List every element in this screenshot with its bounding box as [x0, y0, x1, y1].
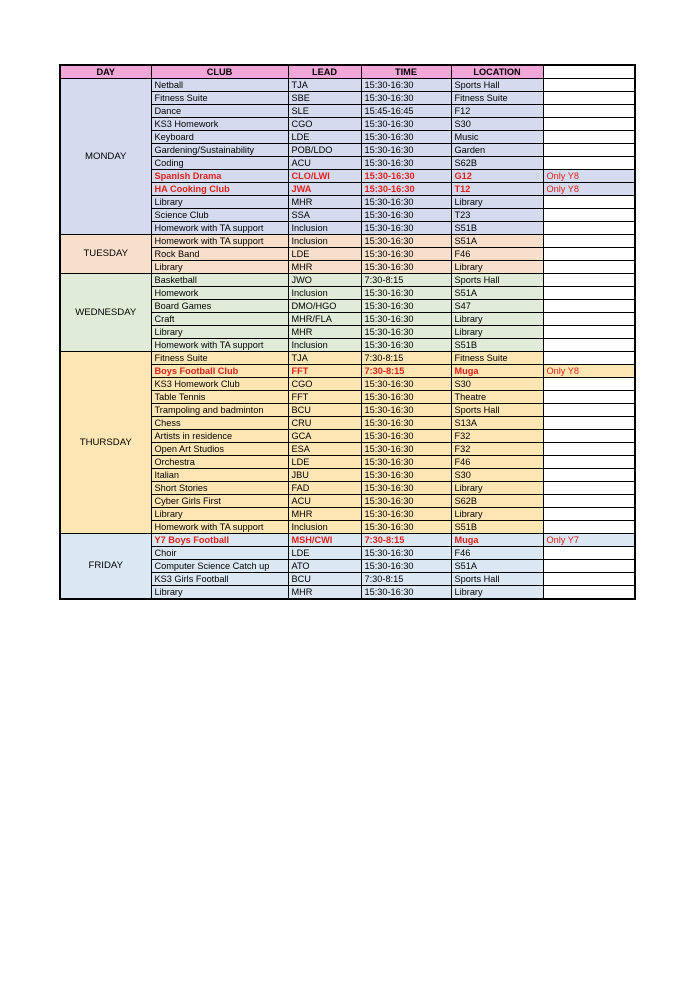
location-cell: F32: [451, 443, 543, 456]
time-cell: 7:30-8:15: [361, 573, 451, 586]
lead-cell: ACU: [288, 157, 361, 170]
note-cell: [543, 196, 635, 209]
header-notes: [543, 65, 635, 79]
location-cell: Library: [451, 313, 543, 326]
lead-cell: CGO: [288, 118, 361, 131]
location-cell: Garden: [451, 144, 543, 157]
lead-cell: SSA: [288, 209, 361, 222]
location-cell: S51B: [451, 521, 543, 534]
note-cell: Only Y8: [543, 170, 635, 183]
note-cell: [543, 157, 635, 170]
location-cell: Sports Hall: [451, 274, 543, 287]
time-cell: 15:30-16:30: [361, 248, 451, 261]
lead-cell: MHR: [288, 196, 361, 209]
club-cell: Library: [151, 508, 288, 521]
club-cell: Chess: [151, 417, 288, 430]
lead-cell: BCU: [288, 404, 361, 417]
location-cell: Muga: [451, 534, 543, 547]
note-cell: [543, 274, 635, 287]
day-label: MONDAY: [60, 79, 151, 235]
location-cell: Music: [451, 131, 543, 144]
lead-cell: Inclusion: [288, 235, 361, 248]
club-cell: Dance: [151, 105, 288, 118]
time-cell: 15:30-16:30: [361, 521, 451, 534]
table-row: [60, 79, 635, 92]
club-cell: Homework with TA support: [151, 339, 288, 352]
lead-cell: MHR: [288, 261, 361, 274]
location-cell: Library: [451, 196, 543, 209]
time-cell: 15:30-16:30: [361, 508, 451, 521]
note-cell: [543, 547, 635, 560]
location-cell: T23: [451, 209, 543, 222]
lead-cell: JBU: [288, 469, 361, 482]
location-cell: S13A: [451, 417, 543, 430]
note-cell: [543, 326, 635, 339]
location-cell: Library: [451, 586, 543, 600]
lead-cell: Inclusion: [288, 521, 361, 534]
club-cell: Homework: [151, 287, 288, 300]
lead-cell: FAD: [288, 482, 361, 495]
table-row: [60, 235, 635, 248]
time-cell: 15:45-16:45: [361, 105, 451, 118]
lead-cell: SBE: [288, 92, 361, 105]
time-cell: 15:30-16:30: [361, 326, 451, 339]
club-cell: Coding: [151, 157, 288, 170]
club-cell: KS3 Girls Football: [151, 573, 288, 586]
note-cell: [543, 352, 635, 365]
table-row: [60, 534, 635, 547]
lead-cell: MSH/CWI: [288, 534, 361, 547]
note-cell: [543, 508, 635, 521]
club-cell: Boys Football Club: [151, 365, 288, 378]
location-cell: S30: [451, 118, 543, 131]
time-cell: 15:30-16:30: [361, 118, 451, 131]
lead-cell: MHR: [288, 586, 361, 600]
note-cell: [543, 118, 635, 131]
time-cell: 15:30-16:30: [361, 417, 451, 430]
time-cell: 7:30-8:15: [361, 365, 451, 378]
note-cell: [543, 248, 635, 261]
time-cell: 15:30-16:30: [361, 183, 451, 196]
location-cell: S51B: [451, 339, 543, 352]
time-cell: 15:30-16:30: [361, 560, 451, 573]
time-cell: 15:30-16:30: [361, 547, 451, 560]
time-cell: 15:30-16:30: [361, 170, 451, 183]
time-cell: 15:30-16:30: [361, 287, 451, 300]
club-cell: Computer Science Catch up: [151, 560, 288, 573]
club-cell: Homework with TA support: [151, 521, 288, 534]
note-cell: Only Y8: [543, 183, 635, 196]
club-cell: Italian: [151, 469, 288, 482]
time-cell: 15:30-16:30: [361, 456, 451, 469]
note-cell: [543, 235, 635, 248]
note-cell: Only Y7: [543, 534, 635, 547]
note-cell: [543, 209, 635, 222]
note-cell: [543, 222, 635, 235]
lead-cell: ATO: [288, 560, 361, 573]
day-label: TUESDAY: [60, 235, 151, 274]
club-cell: Choir: [151, 547, 288, 560]
lead-cell: LDE: [288, 456, 361, 469]
club-cell: Orchestra: [151, 456, 288, 469]
note-cell: [543, 261, 635, 274]
time-cell: 15:30-16:30: [361, 469, 451, 482]
location-cell: S51B: [451, 222, 543, 235]
location-cell: Library: [451, 326, 543, 339]
club-cell: Science Club: [151, 209, 288, 222]
lead-cell: Inclusion: [288, 339, 361, 352]
day-label: THURSDAY: [60, 352, 151, 534]
table-row: [60, 352, 635, 365]
club-cell: Homework with TA support: [151, 235, 288, 248]
day-label: WEDNESDAY: [60, 274, 151, 352]
club-cell: KS3 Homework: [151, 118, 288, 131]
lead-cell: TJA: [288, 352, 361, 365]
time-cell: 15:30-16:30: [361, 313, 451, 326]
day-label: FRIDAY: [60, 534, 151, 600]
club-cell: Cyber Girls First: [151, 495, 288, 508]
location-cell: Sports Hall: [451, 404, 543, 417]
clubs-timetable: [59, 64, 636, 600]
note-cell: [543, 417, 635, 430]
time-cell: 15:30-16:30: [361, 235, 451, 248]
lead-cell: JWA: [288, 183, 361, 196]
lead-cell: ESA: [288, 443, 361, 456]
lead-cell: DMO/HGO: [288, 300, 361, 313]
note-cell: [543, 313, 635, 326]
location-cell: Muga: [451, 365, 543, 378]
lead-cell: LDE: [288, 547, 361, 560]
club-cell: Board Games: [151, 300, 288, 313]
club-cell: Craft: [151, 313, 288, 326]
lead-cell: TJA: [288, 79, 361, 92]
note-cell: [543, 430, 635, 443]
lead-cell: CGO: [288, 378, 361, 391]
club-cell: Spanish Drama: [151, 170, 288, 183]
lead-cell: JWO: [288, 274, 361, 287]
note-cell: [543, 144, 635, 157]
header-location: LOCATION: [451, 65, 543, 79]
location-cell: F46: [451, 547, 543, 560]
header-time: TIME: [361, 65, 451, 79]
time-cell: 15:30-16:30: [361, 339, 451, 352]
lead-cell: LDE: [288, 131, 361, 144]
header-day: DAY: [60, 65, 151, 79]
location-cell: Sports Hall: [451, 79, 543, 92]
club-cell: Trampoling and badminton: [151, 404, 288, 417]
lead-cell: LDE: [288, 248, 361, 261]
time-cell: 15:30-16:30: [361, 144, 451, 157]
time-cell: 15:30-16:30: [361, 209, 451, 222]
note-cell: [543, 456, 635, 469]
note-cell: [543, 300, 635, 313]
note-cell: [543, 586, 635, 600]
club-cell: Table Tennis: [151, 391, 288, 404]
time-cell: 7:30-8:15: [361, 352, 451, 365]
location-cell: F12: [451, 105, 543, 118]
time-cell: 15:30-16:30: [361, 131, 451, 144]
note-cell: [543, 404, 635, 417]
location-cell: S62B: [451, 157, 543, 170]
club-cell: Homework with TA support: [151, 222, 288, 235]
header-lead: LEAD: [288, 65, 361, 79]
club-cell: Keyboard: [151, 131, 288, 144]
club-cell: Netball: [151, 79, 288, 92]
club-cell: Library: [151, 261, 288, 274]
club-cell: HA Cooking Club: [151, 183, 288, 196]
club-cell: Gardening/Sustainability: [151, 144, 288, 157]
location-cell: S62B: [451, 495, 543, 508]
club-cell: Rock Band: [151, 248, 288, 261]
lead-cell: ACU: [288, 495, 361, 508]
location-cell: Library: [451, 261, 543, 274]
lead-cell: BCU: [288, 573, 361, 586]
note-cell: [543, 391, 635, 404]
club-cell: Open Art Studios: [151, 443, 288, 456]
note-cell: [543, 495, 635, 508]
note-cell: [543, 560, 635, 573]
location-cell: Library: [451, 482, 543, 495]
table-row: [60, 274, 635, 287]
lead-cell: CRU: [288, 417, 361, 430]
time-cell: 15:30-16:30: [361, 391, 451, 404]
location-cell: S51A: [451, 235, 543, 248]
note-cell: [543, 339, 635, 352]
club-cell: Basketball: [151, 274, 288, 287]
lead-cell: MHR: [288, 326, 361, 339]
note-cell: [543, 521, 635, 534]
time-cell: 15:30-16:30: [361, 586, 451, 600]
header-club: CLUB: [151, 65, 288, 79]
club-cell: Artists in residence: [151, 430, 288, 443]
location-cell: S51A: [451, 560, 543, 573]
lead-cell: SLE: [288, 105, 361, 118]
location-cell: Library: [451, 508, 543, 521]
note-cell: [543, 378, 635, 391]
lead-cell: MHR/FLA: [288, 313, 361, 326]
note-cell: [543, 79, 635, 92]
lead-cell: FFT: [288, 391, 361, 404]
time-cell: 15:30-16:30: [361, 196, 451, 209]
club-cell: Library: [151, 326, 288, 339]
time-cell: 15:30-16:30: [361, 79, 451, 92]
note-cell: [543, 105, 635, 118]
time-cell: 15:30-16:30: [361, 495, 451, 508]
lead-cell: FFT: [288, 365, 361, 378]
lead-cell: POB/LDO: [288, 144, 361, 157]
club-cell: Y7 Boys Football: [151, 534, 288, 547]
club-cell: Library: [151, 196, 288, 209]
lead-cell: Inclusion: [288, 222, 361, 235]
note-cell: [543, 92, 635, 105]
location-cell: Fitness Suite: [451, 92, 543, 105]
club-cell: Library: [151, 586, 288, 600]
location-cell: Theatre: [451, 391, 543, 404]
location-cell: F46: [451, 248, 543, 261]
time-cell: 15:30-16:30: [361, 404, 451, 417]
time-cell: 15:30-16:30: [361, 92, 451, 105]
lead-cell: CLO/LWI: [288, 170, 361, 183]
location-cell: F46: [451, 456, 543, 469]
note-cell: Only Y8: [543, 365, 635, 378]
lead-cell: Inclusion: [288, 287, 361, 300]
time-cell: 7:30-8:15: [361, 274, 451, 287]
time-cell: 15:30-16:30: [361, 430, 451, 443]
time-cell: 15:30-16:30: [361, 482, 451, 495]
note-cell: [543, 131, 635, 144]
location-cell: S51A: [451, 287, 543, 300]
club-cell: Short Stories: [151, 482, 288, 495]
time-cell: 15:30-16:30: [361, 378, 451, 391]
note-cell: [543, 443, 635, 456]
time-cell: 15:30-16:30: [361, 261, 451, 274]
note-cell: [543, 469, 635, 482]
location-cell: S30: [451, 378, 543, 391]
location-cell: S30: [451, 469, 543, 482]
club-cell: Fitness Suite: [151, 352, 288, 365]
time-cell: 15:30-16:30: [361, 443, 451, 456]
header-row: [60, 65, 635, 79]
location-cell: S47: [451, 300, 543, 313]
note-cell: [543, 482, 635, 495]
note-cell: [543, 573, 635, 586]
note-cell: [543, 287, 635, 300]
lead-cell: GCA: [288, 430, 361, 443]
location-cell: Sports Hall: [451, 573, 543, 586]
time-cell: 15:30-16:30: [361, 222, 451, 235]
location-cell: Fitness Suite: [451, 352, 543, 365]
club-cell: Fitness Suite: [151, 92, 288, 105]
location-cell: F32: [451, 430, 543, 443]
time-cell: 7:30-8:15: [361, 534, 451, 547]
lead-cell: MHR: [288, 508, 361, 521]
location-cell: G12: [451, 170, 543, 183]
club-cell: KS3 Homework Club: [151, 378, 288, 391]
time-cell: 15:30-16:30: [361, 157, 451, 170]
time-cell: 15:30-16:30: [361, 300, 451, 313]
location-cell: T12: [451, 183, 543, 196]
